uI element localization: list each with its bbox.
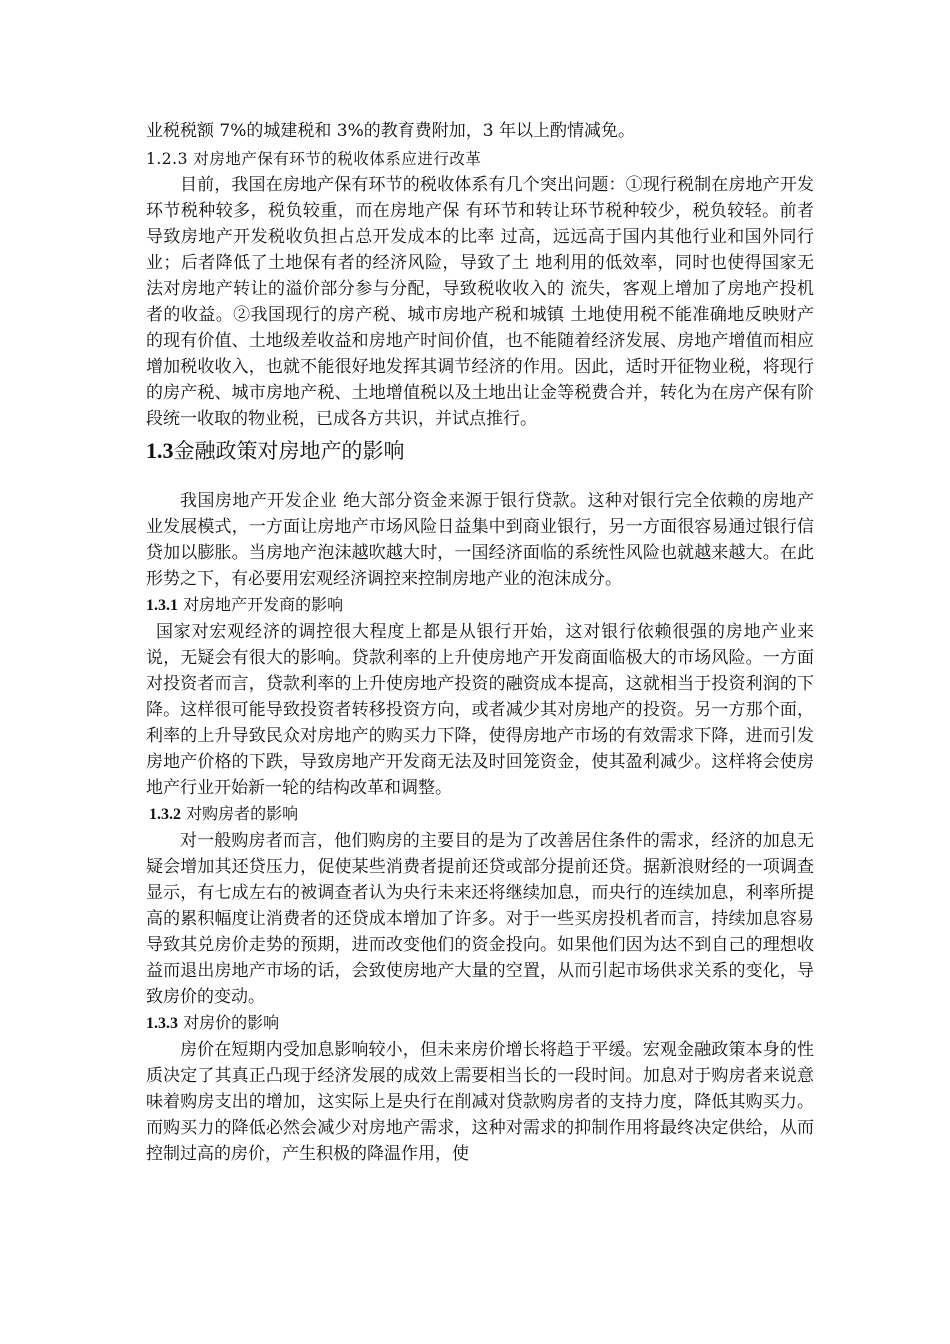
section-heading-1-3-1 xyxy=(146,592,814,619)
section-title: 对房地产开发商的影响 xyxy=(178,595,344,614)
document-page xyxy=(146,118,814,1167)
section-heading-1-3-2 xyxy=(146,801,814,828)
section-title: 金融政策对房地产的影响 xyxy=(173,439,405,463)
paragraph-bank-loans: 我国房地产开发企业 绝大部分资金来源于银行贷款。这种对银行完全依赖的房地产业发展模式，一方面让房地产市场风险日益集中到商业银行，另一方面很容易通过银行信贷加以膨胀。当房地产泡沫越吹越大时，一国经济面临的系统性风险也就越来越大。在此形势之下，有必要用宏观经济调控来控制房地产业的泡沫成分。 xyxy=(146,491,814,589)
section-heading-1-3 xyxy=(146,436,814,466)
section-heading-1-2-3: 1.2.3 对房地产保有环节的税收体系应进行改革 xyxy=(146,150,482,168)
paragraph-buyers: 对一般购房者而言，他们购房的主要目的是为了改善居住条件的需求，经济的加息无疑会增加其还贷压力，促使某些消费者提前还贷或部分提前还贷。据新浪财经的一项调查显示，有七成左右的被调查者认为央行未来还将继续加息，而央行的连续加息，利率所提高的累积幅度让消费者的还贷成本增加了许多。对于一些买房投机者而言，持续加息容易导致其兑房价走势的预期，进而改变他们的资金投向。如果他们因为达不到自己的理想收益而退出房地产市场的话，会致使房地产大量的空置，从而引起市场供求关系的变化，导致房价的变动。 xyxy=(146,831,814,1007)
paragraph-developers: 国家对宏观经济的调控很大程度上都是从银行开始，这对银行依赖很强的房地产业来说，无疑会有很大的影响。贷款利率的上升使房地产开发商面临极大的市场风险。一方面对投资者而言，贷款利率的上升使房地产投资的融资成本提高，这就相当于投资利润的下降。这样很可能导致投资者转移投资方向，或者减少其对房地产的投资。另一方那个面，利率的上升导致民众对房地产的购买力下降，使得房地产市场的有效需求下降，进而引发房地产价格的下跌，导致房地产开发商无法及时回笼资金，使其盈利减少。这样将会使房地产行业开始新一轮的结构改革和调整。 xyxy=(146,622,814,798)
section-title: 对房价的影响 xyxy=(178,1013,280,1032)
section-number: 1.3.2 xyxy=(149,806,181,823)
paragraph-tax-continuation: 业税税额 7%的城建税和 3%的教育费附加，3 年以上酌情减免。 xyxy=(146,121,635,141)
section-title: 对购房者的影响 xyxy=(181,804,299,823)
section-number: 1.3.1 xyxy=(146,597,178,614)
paragraph-holding-tax: 目前，我国在房地产保有环节的税收体系有几个突出问题：①现行税制在房地产开发环节税种较多，税负较重，而在房地产保 有环节和转让环节税种较少，税负较轻。前者导致房地产开发税收负担占总开发成本的比率 过高，远远高于国内其他行业和国外同行业；后者降低了土地保有者的经济风险，导致了土 地利用的低效率，同时也使得国家无法对房地产转让的溢价部分参与分配，导致税收收入的 流失，客观上增加了房地产投机者的收益。②我国现行的房产税、城市房地产税和城镇 土地使用税不能准确地反映财产的现有价值、土地级差收益和房地产时间价值，也不能随着经济发展、房地产增值而相应增加税收收入，也就不能很好地发挥其调节经济的作用。因此，适时开征物业税，将现行的房产税、城市房地产税、土地增值税以及土地出让金等税费合并，转化为在房产保有阶段统一收取的物业税，已成各方共识，并试点推行。 xyxy=(146,175,814,429)
section-number: 1.3.3 xyxy=(146,1015,178,1032)
section-heading-1-3-3 xyxy=(146,1010,814,1037)
section-number: 1.3 xyxy=(146,438,174,463)
paragraph-house-prices: 房价在短期内受加息影响较小，但未来房价增长将趋于平缓。宏观金融政策本身的性质决定了其真正凸现于经济发展的成效上需要相当长的一段时间。加息对于购房者来说意味着购房支出的增加，这实际上是央行在削减对贷款购房者的支持力度，降低其购买力。而购买力的降低必然会减少对房地产需求，这种对需求的抑制作用将最终决定供给，从而控制过高的房价，产生积极的降温作用，使 xyxy=(146,1040,814,1164)
